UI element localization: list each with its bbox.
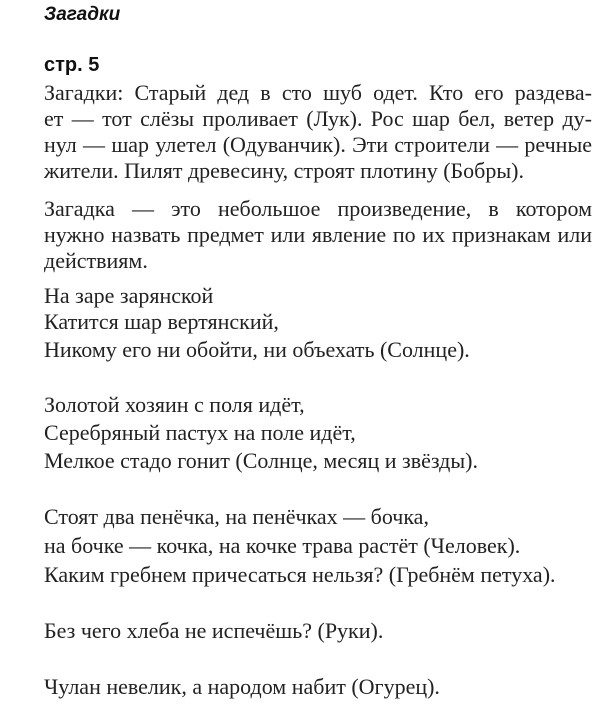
riddle-sky-line: Мелкое стадо гонит (Солнце, месяц и звёзды). — [44, 448, 478, 473]
page-number-label: стр. 5 — [44, 54, 100, 76]
section-title: Загадки — [44, 4, 121, 25]
intro-riddles-paragraph — [44, 80, 592, 184]
riddle-man-line: на бочке — кочка, на кочке трава растёт (Человек). — [44, 533, 521, 558]
riddle-comb-line: Каким гребнем причесаться нельзя? (Гребнём петуха). — [44, 562, 556, 587]
paragraph-line: ет — тот слёзы проливает (Лук). Рос шар бел, ветер ду- — [44, 106, 592, 131]
paragraph-line: жители. Пилят древесину, строят плотину (Бобры). — [44, 158, 524, 183]
riddle-sun-line: Никому его ни обойти, ни объехать (Солнце). — [44, 337, 470, 362]
paragraph-line: Загадки: Старый дед в сто шуб одет. Кто его раздева- — [44, 80, 592, 105]
paragraph-line: нул — шар улетел (Одуванчик). Эти строители — речные — [44, 132, 592, 157]
paragraph-line: Загадка — это небольшое произведение, в котором — [44, 196, 592, 221]
riddle-sky-line: Золотой хозяин с поля идёт, — [44, 392, 305, 417]
riddle-hands-line: Без чего хлеба не испечёшь? (Руки). — [44, 618, 384, 643]
riddle-sky-line: Серебряный пастух на поле идёт, — [44, 420, 356, 445]
riddle-man-line: Стоят два пенёчка, на пенёчках — бочка, — [44, 504, 429, 529]
paragraph-line: действиям. — [44, 248, 148, 273]
paragraph-line: нужно назвать предмет или явление по их признакам или — [44, 222, 592, 247]
definition-paragraph — [44, 196, 592, 274]
riddle-cucumber-line: Чулан невелик, а народом набит (Огурец). — [44, 674, 440, 699]
riddle-sun-line: Катится шар вертянский, — [44, 309, 279, 334]
riddle-sun-line: На заре зарянской — [44, 283, 214, 308]
